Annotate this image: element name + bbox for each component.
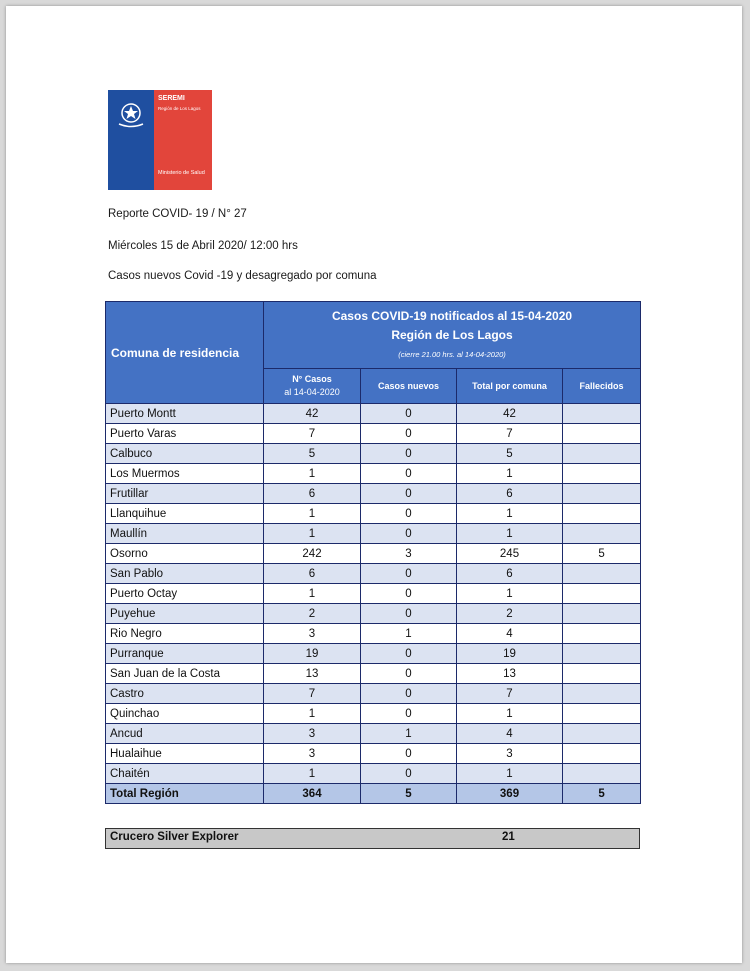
cell-comuna: Osorno xyxy=(106,544,264,564)
cell-casos: 7 xyxy=(264,684,361,704)
cell-total: 1 xyxy=(457,764,563,784)
cell-fallecidos xyxy=(563,404,641,424)
cell-nuevos: 0 xyxy=(361,644,457,664)
cell-comuna: Rio Negro xyxy=(106,624,264,644)
cell-nuevos: 0 xyxy=(361,424,457,444)
table-row xyxy=(106,644,641,664)
cell-total: 3 xyxy=(457,744,563,764)
cell-casos: 1 xyxy=(264,464,361,484)
crucero-box xyxy=(105,828,640,849)
cell-fallecidos xyxy=(563,464,641,484)
cell-casos: 1 xyxy=(264,504,361,524)
cell-comuna: San Pablo xyxy=(106,564,264,584)
cell-total: 6 xyxy=(457,564,563,584)
table-row xyxy=(106,444,641,464)
cell-total: 2 xyxy=(457,604,563,624)
cell-nuevos: 0 xyxy=(361,464,457,484)
cell-comuna: Hualaihue xyxy=(106,744,264,764)
cell-casos: 1 xyxy=(264,764,361,784)
cell-casos: 13 xyxy=(264,664,361,684)
cell-comuna: Frutillar xyxy=(106,484,264,504)
cell-nuevos: 0 xyxy=(361,764,457,784)
cell-comuna: San Juan de la Costa xyxy=(106,664,264,684)
report-date: Miércoles 15 de Abril 2020/ 12:00 hrs xyxy=(108,240,298,252)
cell-total: 42 xyxy=(457,404,563,424)
cell-total: 4 xyxy=(457,624,563,644)
table-row xyxy=(106,484,641,504)
cell-comuna: Puyehue xyxy=(106,604,264,624)
cell-fallecidos xyxy=(563,444,641,464)
cell-comuna: Puerto Octay xyxy=(106,584,264,604)
table-row xyxy=(106,424,641,444)
cell-casos: 7 xyxy=(264,424,361,444)
coat-of-arms-icon xyxy=(114,96,148,130)
table-row xyxy=(106,664,641,684)
table-row xyxy=(106,524,641,544)
cell-total: 19 xyxy=(457,644,563,664)
cell-total: 7 xyxy=(457,684,563,704)
cell-nuevos: 0 xyxy=(361,684,457,704)
col-casos-header xyxy=(264,369,361,404)
cell-total: 1 xyxy=(457,504,563,524)
logo-red-panel xyxy=(154,90,212,190)
table-row xyxy=(106,624,641,644)
cell-total: 245 xyxy=(457,544,563,564)
crucero-value: 21 xyxy=(502,831,515,843)
cell-fallecidos xyxy=(563,584,641,604)
cell-casos: 42 xyxy=(264,404,361,424)
cell-casos: 242 xyxy=(264,544,361,564)
cell-casos: 2 xyxy=(264,604,361,624)
cell-comuna: Quinchao xyxy=(106,704,264,724)
total-casos: 364 xyxy=(264,784,361,804)
table-row xyxy=(106,764,641,784)
cell-nuevos: 1 xyxy=(361,724,457,744)
total-row xyxy=(106,784,641,804)
cell-fallecidos xyxy=(563,424,641,444)
cell-comuna: Maullín xyxy=(106,524,264,544)
cell-casos: 6 xyxy=(264,484,361,504)
cell-total: 7 xyxy=(457,424,563,444)
cell-comuna: Puerto Varas xyxy=(106,424,264,444)
table-row xyxy=(106,404,641,424)
cell-total: 1 xyxy=(457,584,563,604)
table-row xyxy=(106,744,641,764)
cell-fallecidos xyxy=(563,644,641,664)
cell-nuevos: 0 xyxy=(361,524,457,544)
cell-total: 4 xyxy=(457,724,563,744)
cell-total: 1 xyxy=(457,524,563,544)
table-title-note: (cierre 21.00 hrs. al 14-04-2020) xyxy=(398,349,506,359)
cell-comuna: Purranque xyxy=(106,644,264,664)
table-row xyxy=(106,724,641,744)
cell-fallecidos xyxy=(563,604,641,624)
cell-nuevos: 0 xyxy=(361,564,457,584)
cell-nuevos: 0 xyxy=(361,664,457,684)
cell-total: 5 xyxy=(457,444,563,464)
cell-casos: 1 xyxy=(264,584,361,604)
cell-nuevos: 0 xyxy=(361,704,457,724)
cell-total: 1 xyxy=(457,464,563,484)
table-row xyxy=(106,584,641,604)
cell-fallecidos xyxy=(563,744,641,764)
seremi-logo xyxy=(108,90,212,190)
total-label: Total Región xyxy=(106,784,264,804)
cell-nuevos: 0 xyxy=(361,484,457,504)
cell-casos: 3 xyxy=(264,724,361,744)
table-title-line1: Casos COVID-19 notificados al 15-04-2020 xyxy=(331,308,573,323)
cell-nuevos: 1 xyxy=(361,624,457,644)
col-nuevos-header: Casos nuevos xyxy=(361,369,457,404)
cell-nuevos: 0 xyxy=(361,604,457,624)
cell-fallecidos xyxy=(563,524,641,544)
cell-casos: 3 xyxy=(264,744,361,764)
table-row xyxy=(106,544,641,564)
table-row xyxy=(106,684,641,704)
table-title-line2: Región de Los Lagos xyxy=(391,327,513,342)
cell-casos: 5 xyxy=(264,444,361,464)
cell-comuna: Castro xyxy=(106,684,264,704)
cell-nuevos: 0 xyxy=(361,444,457,464)
report-number: Reporte COVID- 19 / N° 27 xyxy=(108,208,247,220)
logo-ministry: Ministerio de Salud xyxy=(158,170,205,176)
cell-fallecidos xyxy=(563,724,641,744)
cell-nuevos: 0 xyxy=(361,404,457,424)
comuna-header: Comuna de residencia xyxy=(106,302,264,404)
table-row xyxy=(106,704,641,724)
table-title xyxy=(264,302,641,369)
cell-nuevos: 0 xyxy=(361,584,457,604)
cell-fallecidos xyxy=(563,624,641,644)
cell-fallecidos xyxy=(563,504,641,524)
cell-fallecidos xyxy=(563,764,641,784)
total-total: 369 xyxy=(457,784,563,804)
table-row xyxy=(106,604,641,624)
report-description: Casos nuevos Covid -19 y desagregado por comuna xyxy=(108,270,377,282)
crucero-label: Crucero Silver Explorer xyxy=(110,831,239,843)
cell-fallecidos xyxy=(563,684,641,704)
cell-comuna: Calbuco xyxy=(106,444,264,464)
logo-subtitle: Región de Los Lagos xyxy=(158,106,201,111)
table-row xyxy=(106,464,641,484)
cases-table xyxy=(105,301,641,804)
logo-title: SEREMI xyxy=(158,95,185,102)
cell-total: 13 xyxy=(457,664,563,684)
table-row xyxy=(106,564,641,584)
total-nuevos: 5 xyxy=(361,784,457,804)
cell-nuevos: 0 xyxy=(361,744,457,764)
cell-nuevos: 3 xyxy=(361,544,457,564)
cell-fallecidos xyxy=(563,704,641,724)
col-fallecidos-header: Fallecidos xyxy=(563,369,641,404)
total-fallecidos: 5 xyxy=(563,784,641,804)
cell-fallecidos xyxy=(563,664,641,684)
cell-fallecidos xyxy=(563,564,641,584)
document-page xyxy=(6,6,742,963)
col-casos-line1: N° Casos xyxy=(292,374,332,384)
cell-comuna: Llanquihue xyxy=(106,504,264,524)
cell-casos: 3 xyxy=(264,624,361,644)
cell-casos: 19 xyxy=(264,644,361,664)
cell-comuna: Chaitén xyxy=(106,764,264,784)
cell-total: 1 xyxy=(457,704,563,724)
cell-comuna: Los Muermos xyxy=(106,464,264,484)
cell-comuna: Ancud xyxy=(106,724,264,744)
cell-total: 6 xyxy=(457,484,563,504)
cell-casos: 1 xyxy=(264,524,361,544)
logo-blue-panel xyxy=(108,90,154,190)
cell-nuevos: 0 xyxy=(361,504,457,524)
table-row xyxy=(106,504,641,524)
cell-comuna: Puerto Montt xyxy=(106,404,264,424)
cell-casos: 6 xyxy=(264,564,361,584)
col-casos-line2: al 14-04-2020 xyxy=(284,387,340,397)
cell-fallecidos: 5 xyxy=(563,544,641,564)
col-total-header: Total por comuna xyxy=(457,369,563,404)
cell-fallecidos xyxy=(563,484,641,504)
cell-casos: 1 xyxy=(264,704,361,724)
